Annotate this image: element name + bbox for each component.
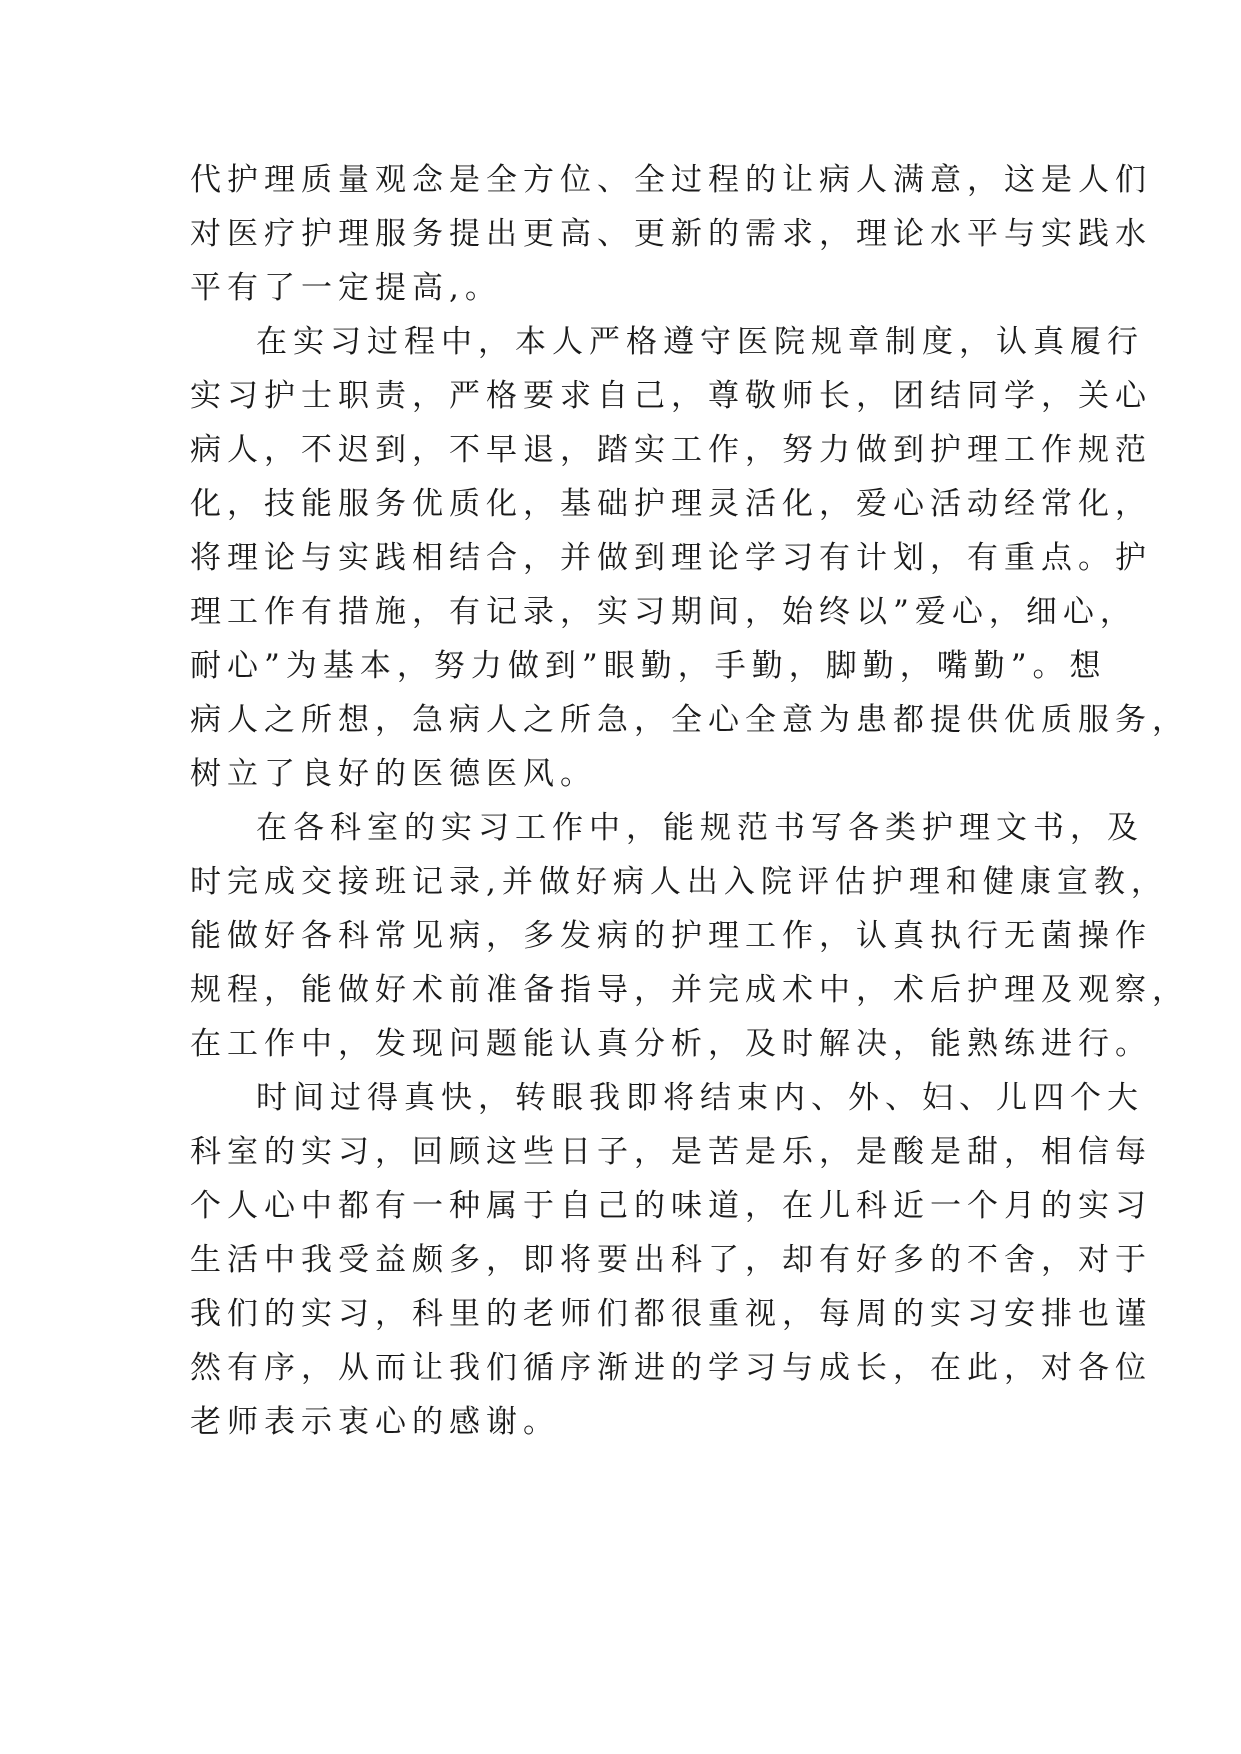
paragraph-4-line-3: 个人心中都有一种属于自己的味道，在儿科近一个月的实习 (190, 1188, 1152, 1224)
paragraph-1-line-3: 平有了一定提高,。 (190, 270, 502, 306)
paragraph-2-line-7: 耐心”为基本，努力做到”眼勤，手勤，脚勤，嘴勤”。想 (190, 648, 1107, 684)
paragraph-4-line-7: 老师表示衷心的感谢。 (190, 1404, 560, 1440)
paragraph-2-line-6: 理工作有措施，有记录，实习期间，始终以”爱心，细心， (190, 594, 1137, 630)
paragraph-4-line-6: 然有序，从而让我们循序渐进的学习与成长，在此，对各位 (190, 1350, 1152, 1386)
paragraph-2-line-8: 病人之所想，急病人之所急，全心全意为患都提供优质服务， (190, 702, 1189, 738)
paragraph-3-line-5: 在工作中，发现问题能认真分析，及时解决，能熟练进行。 (190, 1026, 1152, 1062)
paragraph-3-line-3: 能做好各科常见病，多发病的护理工作，认真执行无菌操作 (190, 918, 1152, 954)
paragraph-3-line-1: 在各科室的实习工作中，能规范书写各类护理文书，及 (256, 810, 1144, 846)
paragraph-4-line-2: 科室的实习，回顾这些日子，是苦是乐，是酸是甜，相信每 (190, 1134, 1152, 1170)
paragraph-2-line-9: 树立了良好的医德医风。 (190, 756, 597, 792)
paragraph-4-line-5: 我们的实习，科里的老师们都很重视，每周的实习安排也谨 (190, 1296, 1152, 1332)
paragraph-2-line-5: 将理论与实践相结合，并做到理论学习有计划，有重点。护 (190, 540, 1152, 576)
paragraph-2-line-3: 病人，不迟到，不早退，踏实工作，努力做到护理工作规范 (190, 432, 1152, 468)
paragraph-2-line-4: 化，技能服务优质化，基础护理灵活化，爱心活动经常化， (190, 486, 1152, 522)
paragraph-3-line-4: 规程，能做好术前准备指导，并完成术中，术后护理及观察， (190, 972, 1189, 1008)
paragraph-3-line-2: 时完成交接班记录,并做好病人出入院评估护理和健康宣教， (190, 864, 1168, 900)
paragraph-1-line-1: 代护理质量观念是全方位、全过程的让病人满意，这是人们 (190, 162, 1152, 198)
paragraph-2-line-1: 在实习过程中，本人严格遵守医院规章制度，认真履行 (256, 324, 1144, 360)
paragraph-2-line-2: 实习护士职责，严格要求自己，尊敬师长，团结同学，关心 (190, 378, 1152, 414)
paragraph-4-line-1: 时间过得真快，转眼我即将结束内、外、妇、儿四个大 (256, 1080, 1144, 1116)
paragraph-4-line-4: 生活中我受益颇多，即将要出科了，却有好多的不舍，对于 (190, 1242, 1152, 1278)
paragraph-1-line-2: 对医疗护理服务提出更高、更新的需求，理论水平与实践水 (190, 216, 1152, 252)
